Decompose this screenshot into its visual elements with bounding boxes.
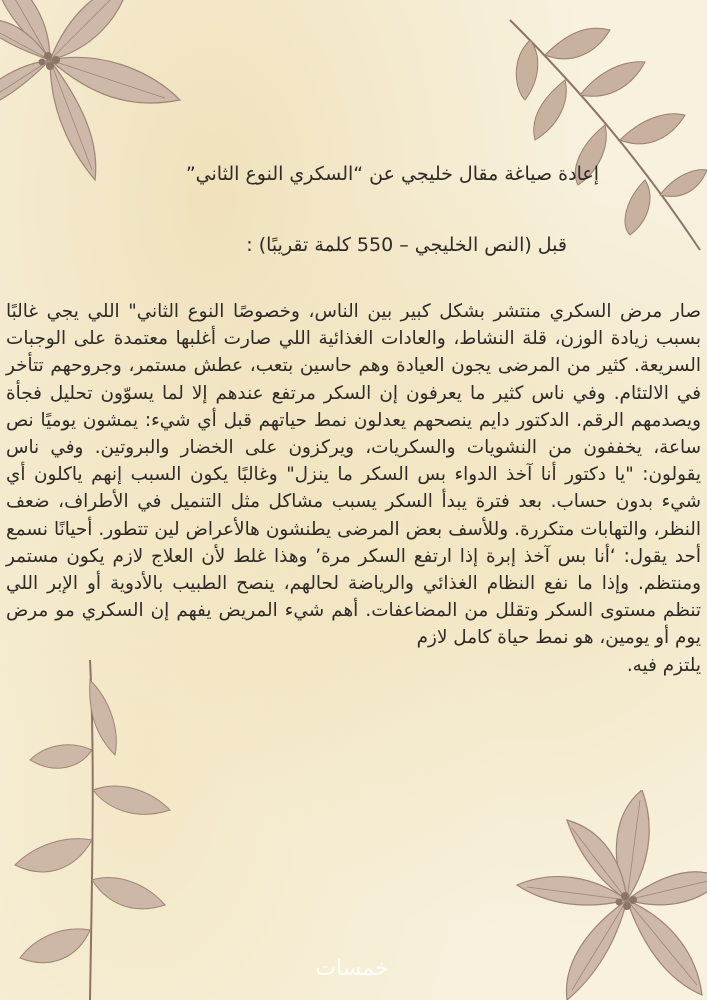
document-body-text: صار مرض السكري منتشر بشكل كبير بين الناس، وخصوصًا النوع الثاني" اللي يجي غالبًا بسبب زيادة الوزن، قلة النشاط، والعادات الغذائية اللي صارت أغلبها معتمدة على الوجبات السريعة. كثير من المرضى يجون العيادة وهم حاسين بتعب، عطش مستمر، وجروحهم تتأخر في الالتئام. وفي ناس كثير ما يعرفون إن السكر مرتفع عندهم إلا لما يسوّون تحليل فجأة ويصدمهم الرقم. الدكتور دايم ينصحهم يعدلون نمط حياتهم قبل أي شيء: يمشون يوميًا نص ساعة، يخففون من النشويات والسكريات، ويركزون على الخضار والبروتين. وفي ناس يقولون: "يا دكتور أنا آخذ الدواء بس السكر ما ينزل" وغالبًا يكون السبب إنهم ياكلون أي شيء بدون حساب. بعد فترة يبدأ السكر يسبب مشاكل مثل التنميل في الأطراف، ضعف النظر، والتهابات متكررة. وللأسف بعض المرضى يطنشون هالأعراض لين تتطور. أحيانًا نسمع أحد يقول: ‘أنا بس آخذ إبرة إذا ارتفع السكر مرة’ وهذا غلط لأن العلاج لازم يكون مستمر ومنتظم. وإذا ما نفع النظام الغذائي والرياضة لحالهم، ينصح الطبيب بالأدوية أو الإبر اللي تنظم مستوى السكر وتقلل من المضاعفات. أهم شيء المريض يفهم إن السكري مو مرض يوم أو يومين، هو نمط حياة كامل لازم	[6, 301, 701, 649]
document-subtitle: قبل (النص الخليجي – 550 كلمة تقريبًا) :	[246, 234, 567, 256]
document-body	[6, 298, 701, 679]
branch-top-right-decoration	[470, 0, 707, 270]
khamsat-watermark-logo: خمسات	[315, 956, 389, 981]
flower-top-left-decoration	[0, 0, 190, 190]
flower-bottom-right-decoration	[507, 790, 707, 1000]
document-body-last-line: يلتزم فيه.	[626, 654, 701, 676]
branch-bottom-left-decoration	[0, 640, 200, 1000]
document-title: إعادة صياغة مقال خليجي عن “السكري النوع الثاني”	[185, 163, 599, 185]
